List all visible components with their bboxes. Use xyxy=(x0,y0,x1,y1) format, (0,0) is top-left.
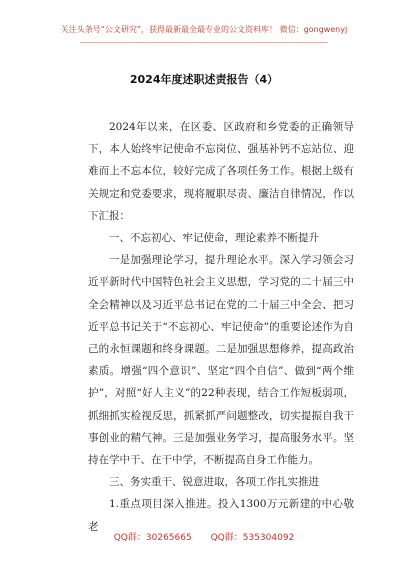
paragraph-theory: 一是加强理论学习，提升理论水平。深入学习领会习近平新时代中国特色社会主义思想，学习党的二十届三中全会精神以及习近平总书记在党的二十届三中全会、把习近平总书记关于“不忘初心、牢记使命”的重要论述作为自己的永恒课题和终身课题。二是加强思想修养，提高政治素质。增强“四个意识”、坚定“四个自信”、做到“两个维护”，对照“好人主义”的22种表现，结合工作短板弱项，抓细抓实检视反思，抓紧抓严问题整改，切实提振自我干事创业的精气神。三是加强业务学习，提高服务水平。坚持在学中干、在干中学，不断提高自身工作能力。 xyxy=(88,254,354,467)
footer-qq-group-1: QQ群：30265665 xyxy=(113,533,192,543)
paragraph-projects: 1.重点项目深入推进。投入1300万元新建的中心敬老 xyxy=(88,498,354,533)
footer-contact xyxy=(0,530,408,543)
document-title: 2024年度述职述责报告（4） xyxy=(129,73,279,86)
paragraph-intro: 2024年以来，在区委、区政府和乡党委的正确领导下，本人始终牢记使命不忘岗位、强基补钙不忘站位、迎难而上不忘本位，较好完成了各项任务工作。根据上级有关规定和党委要求，现将履职尽责、廉洁自律情况，作以下汇报： xyxy=(88,121,354,222)
section-heading-1: 一、不忘初心、牢记使命，理论素养不断提升 xyxy=(109,232,319,245)
document-body xyxy=(88,116,354,538)
footer-qq-group-2: QQ群：535304092 xyxy=(210,533,295,543)
section-heading-3: 三、务实重干、锐意进取，各项工作扎实推进 xyxy=(109,476,319,489)
header-banner: 关注头条号“公文研究”，获得最新最全最专业的公文资料库！ 微信：gongwenyj xyxy=(60,25,348,34)
header-divider xyxy=(80,42,328,43)
